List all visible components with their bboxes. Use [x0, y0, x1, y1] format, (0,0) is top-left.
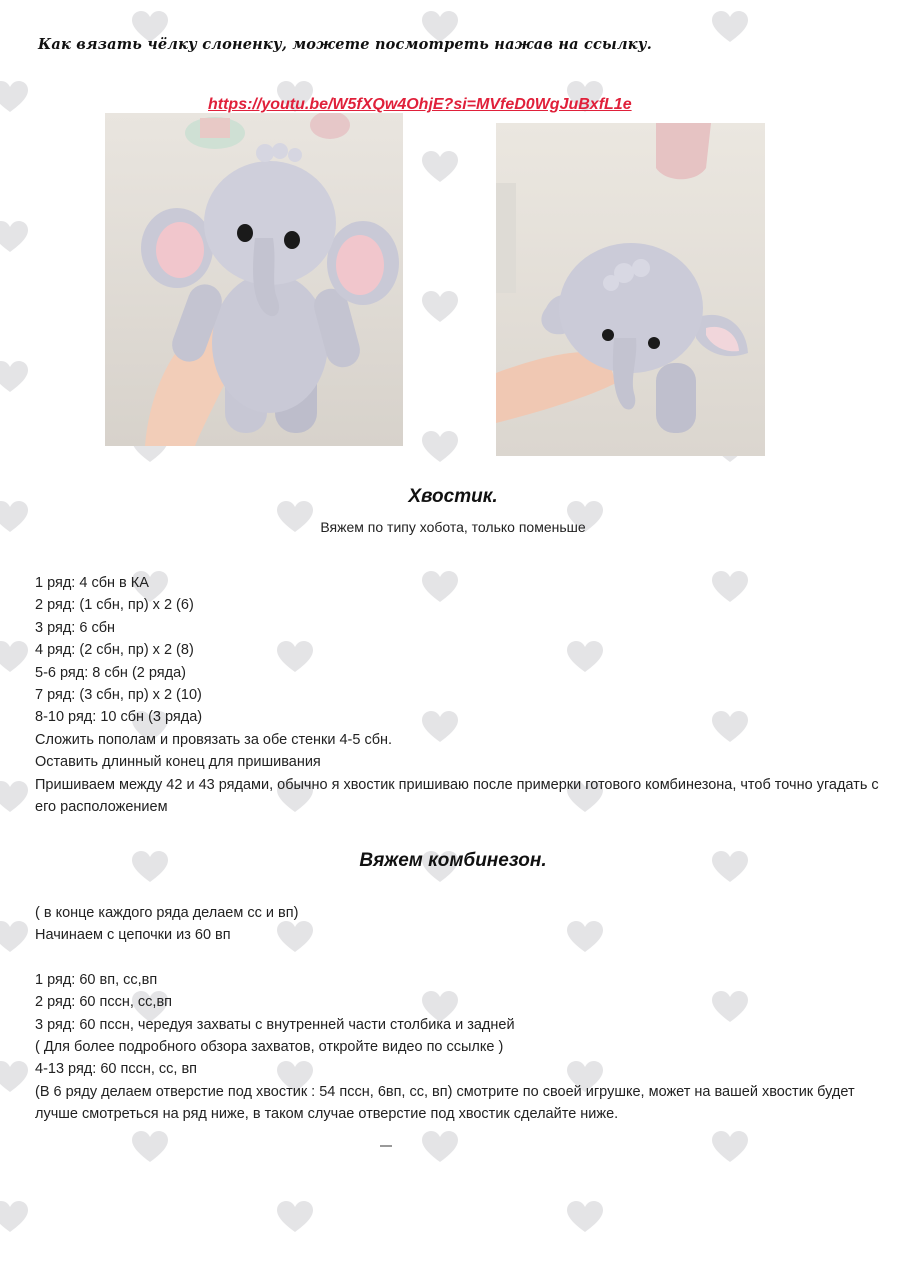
overalls-instructions [35, 902, 885, 1126]
overalls-row: 3 ряд: 60 пссн, чередуя захваты с внутренней части столбика и задней [35, 1016, 515, 1033]
overalls-row: 2 ряд: 60 пссн, сс,вп [35, 994, 173, 1011]
video-link[interactable]: https://youtu.be/W5fXQw4OhjE?si=MVfeD0WgJuBxfL1e [208, 96, 632, 113]
tail-section-title: Хвостик. [408, 486, 498, 507]
divider-mark [380, 1145, 392, 1147]
tail-row: Сложить пополам и провязать за обе стенки 4-5 сбн. [35, 731, 393, 748]
tail-row: 7 ряд: (3 сбн, пр) х 2 (10) [35, 687, 202, 704]
tail-row: Оставить длинный конец для пришивания [35, 754, 321, 771]
tail-row: 2 ряд: (1 сбн, пр) х 2 (6) [35, 597, 194, 614]
tail-row: 5-6 ряд: 8 сбн (2 ряда) [35, 664, 186, 681]
tail-instructions [35, 572, 885, 818]
tail-row: 1 ряд: 4 сбн в КА [35, 575, 149, 591]
tail-row: 4 ряд: (2 сбн, пр) х 2 (8) [35, 642, 194, 659]
overalls-section-title: Вяжем комбинезон. [359, 850, 547, 871]
overalls-row: 1 ряд: 60 вп, сс,вп [35, 971, 158, 988]
elephant-photo-front [105, 113, 403, 446]
overalls-row: 4-13 ряд: 60 пссн, сс, вп [35, 1061, 198, 1078]
overalls-row: (В 6 ряду делаем отверстие под хвостик : 54 пссн, 6вп, сс, вп) смотрите по своей игрушке, может на вашей хвостик будет лучше смотреться на ряд ниже, в таком случае отверстие под хвостик сделайте ниже. [35, 1083, 855, 1123]
overalls-intro-line: ( в конце каждого ряда делаем сс и вп) [35, 905, 299, 921]
tail-row: 3 ряд: 6 сбн [35, 619, 116, 636]
tail-row: 8-10 ряд: 10 сбн (3 ряда) [35, 709, 203, 726]
tail-row: Пришиваем между 42 и 43 рядами, обычно я хвостик пришиваю после примерки готового комбинезона, чтоб точно угадать с его расположением [35, 776, 879, 816]
elephant-photo-top [496, 123, 765, 456]
intro-text: Как вязать чёлку слоненку, можете посмотреть нажав на ссылку. [38, 36, 652, 53]
tail-subtitle: Вяжем по типу хобота, только поменьше [320, 519, 586, 535]
overalls-intro-line: Начинаем с цепочки из 60 вп [35, 927, 231, 944]
overalls-row: ( Для более подробного обзора захватов, откройте видео по ссылке ) [35, 1039, 504, 1056]
